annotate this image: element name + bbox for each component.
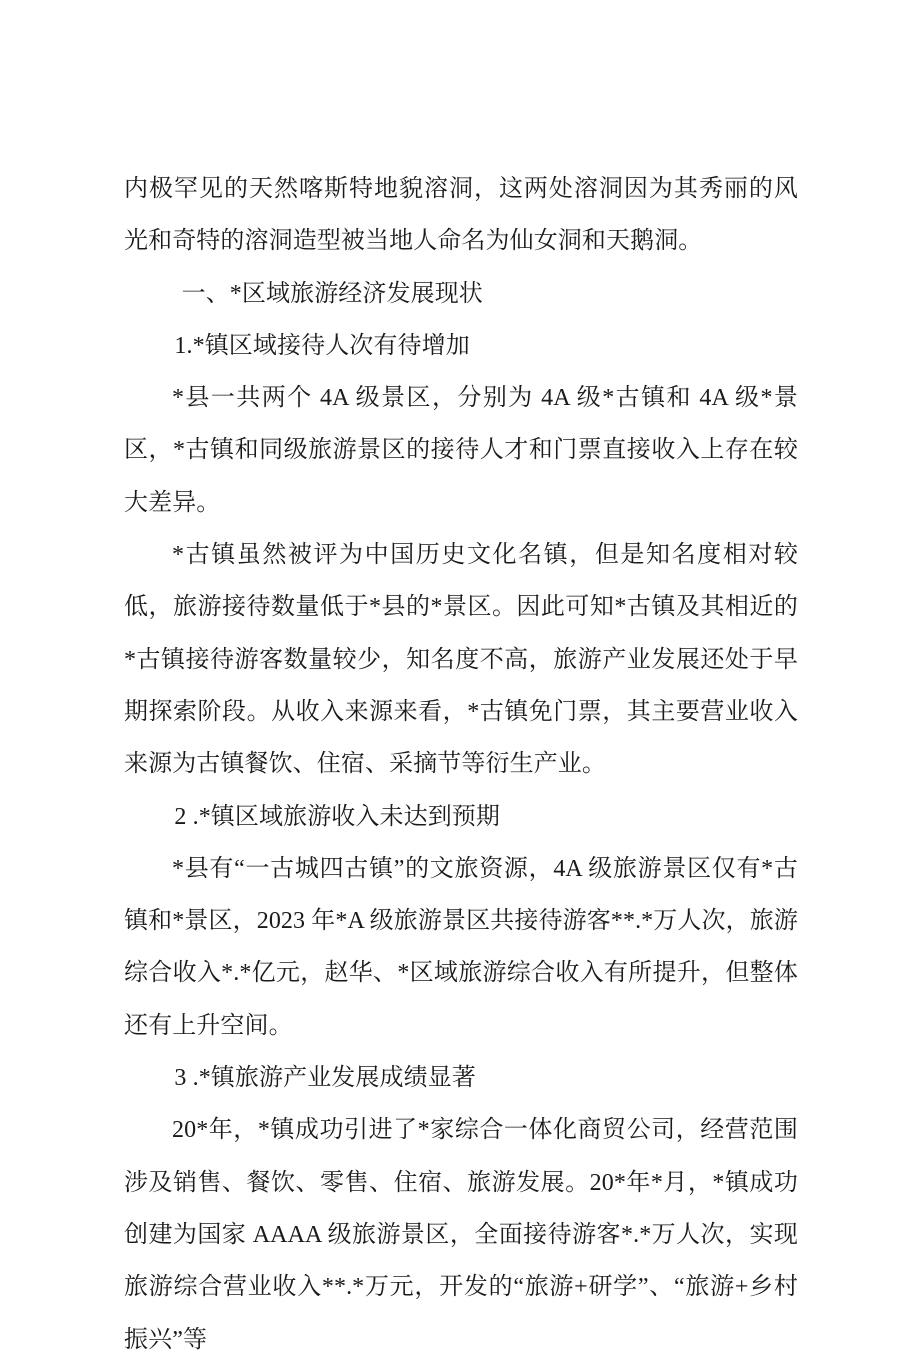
document-text-body bbox=[124, 163, 798, 1366]
paragraph-1-2: *古镇虽然被评为中国历史文化名镇，但是知名度相对较低，旅游接待数量低于*县的*景区。因此可知*古镇及其相近的*古镇接待游客数量较少，知名度不高，旅游产业发展还处于早期探索阶段。从收入来源来看，*古镇免门票，其主要营业收入来源为古镇餐饮、住宿、采摘节等衍生产业。 bbox=[124, 542, 798, 778]
paragraph-intro-continued: 内极罕见的天然喀斯特地貌溶洞，这两处溶洞因为其秀丽的风光和奇特的溶洞造型被当地人命名为仙女洞和天鹅洞。 bbox=[124, 176, 798, 255]
subheading-3-industry-achievements: 3 .*镇旅游产业发展成绩显著 bbox=[174, 1065, 476, 1092]
heading-section-one: 一、*区域旅游经济发展现状 bbox=[181, 280, 483, 307]
paragraph-1-1: *县一共两个 4A 级景区，分别为 4A 级*古镇和 4A 级*景区，*古镇和同级旅游景区的接待人才和门票直接收入上存在较大差异。 bbox=[124, 385, 798, 516]
paragraph-2-1: *县有“一古城四古镇”的文旅资源，4A 级旅游景区仅有*古镇和*景区，2023 年*A 级旅游景区共接待游客**.*万人次，旅游综合收入*.*亿元，赵华、*区域旅游综合收入有所提升，但整体还有上升空间。 bbox=[124, 855, 798, 1039]
subheading-2-tourism-revenue: 2 .*镇区域旅游收入未达到预期 bbox=[174, 803, 500, 830]
subheading-1-reception-visits: 1.*镇区域接待人次有待增加 bbox=[174, 332, 470, 359]
paragraph-3-1: 20*年，*镇成功引进了*家综合一体化商贸公司，经营范围涉及销售、餐饮、零售、住宿、旅游发展。20*年*月，*镇成功创建为国家 AAAA 级旅游景区，全面接待游客*.*万人次，实现旅游综合营业收入**.*万元，开发的“旅游+研学”、“旅游+乡村振兴”等 bbox=[124, 1117, 798, 1353]
